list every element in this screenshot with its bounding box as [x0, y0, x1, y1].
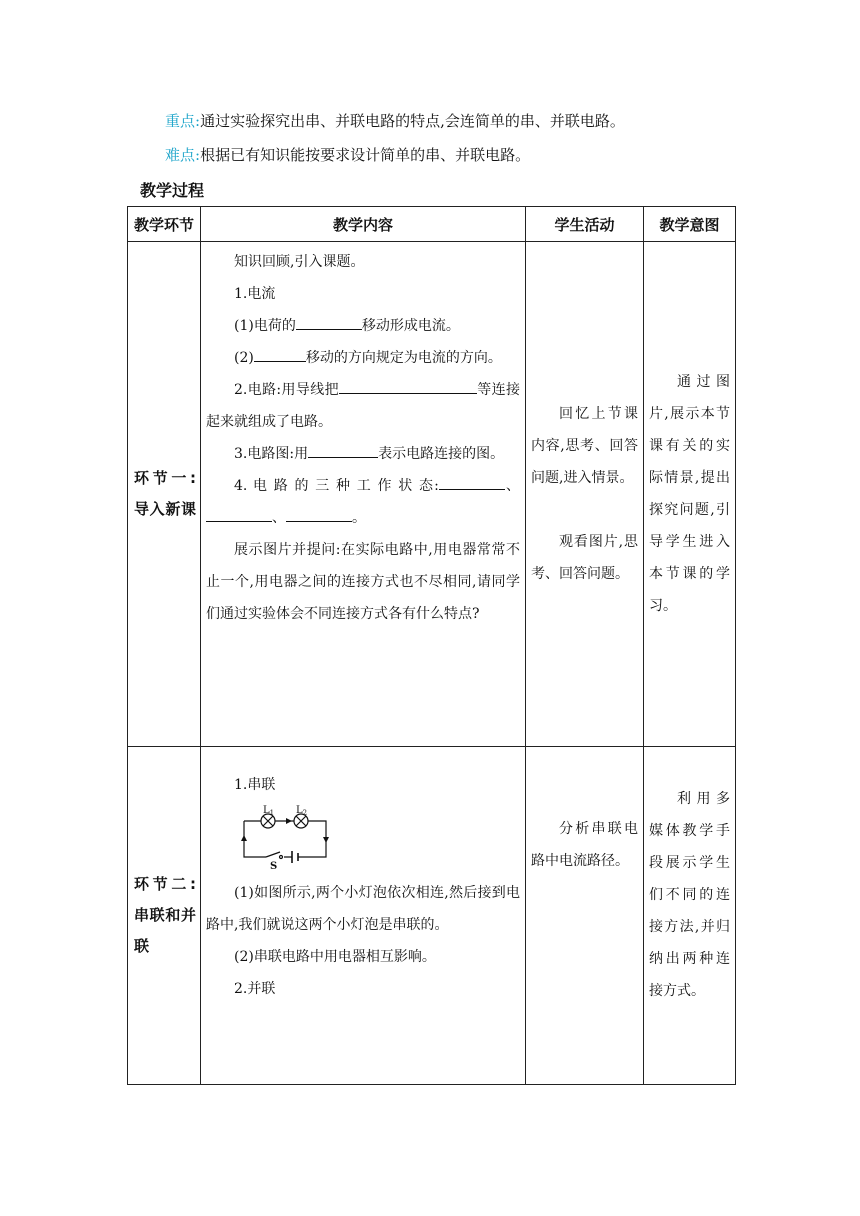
- fill-blank: [308, 439, 378, 458]
- fill-blank: [296, 311, 362, 330]
- header-activity: 学生活动: [526, 207, 644, 242]
- stage-cell-1: [128, 242, 201, 747]
- current-heading: 1.电流: [234, 286, 276, 302]
- diagram-definition: 3.电路图:用 表示电路连接的图。: [206, 438, 520, 470]
- activity-1b: 观看图片,思考、回答问题。: [531, 534, 638, 582]
- fill-blank: [206, 503, 272, 522]
- stage-cell-2: [128, 747, 201, 1085]
- activity-2: 分析串联电路中电流路径。: [531, 821, 638, 869]
- battery-symbol: [292, 851, 298, 863]
- series-heading: 1.串联: [234, 777, 276, 793]
- intent-cell-2: [644, 747, 736, 1085]
- lamp2-label: $L_2$: [296, 805, 308, 817]
- intent-1: 通过图片,展示本节课有关的实际情景,提出探究问题,引导学生进入本节课的学习。: [649, 374, 730, 614]
- activity-cell-2: [526, 747, 644, 1085]
- lesson-table: [127, 206, 736, 1085]
- key-point-tag: 重点:: [165, 112, 201, 130]
- stage-label-1: 环节一:导入新课: [134, 469, 196, 518]
- section-heading: 教学过程: [140, 181, 205, 200]
- key-point-line: [165, 110, 625, 132]
- table-row: [128, 242, 736, 747]
- header-intent: 教学意图: [644, 207, 736, 242]
- header-content: 教学内容: [201, 207, 526, 242]
- difficulty-tag: 难点:: [165, 146, 201, 164]
- series-explanation: (1)如图所示,两个小灯泡依次相连,然后接到电路中,我们就说这两个小灯泡是串联的。: [206, 885, 520, 933]
- circuit-states: 4. 电 路 的 三 种 工 作 状 态: 、、 。: [206, 470, 520, 534]
- activity-cell-1: [526, 242, 644, 747]
- parallel-heading: 2.并联: [234, 981, 276, 997]
- difficulty-text: 根据已有知识能按要求设计简单的串、并联电路。: [200, 146, 531, 164]
- series-circuit-diagram: [236, 805, 520, 877]
- intent-cell-1: [644, 242, 736, 747]
- fill-blank: [439, 471, 505, 490]
- intent-2: 利用多媒体教学手段展示学生们不同的连接方法,并归纳出两种连接方式。: [649, 791, 730, 999]
- series-property: (2)串联电路中用电器相互影响。: [234, 949, 436, 965]
- difficulty-line: [165, 144, 530, 166]
- lamp1-label: $L_1$: [263, 805, 275, 817]
- switch-symbol: [266, 852, 280, 857]
- stage-label-2: 环节二:串联和并联: [134, 875, 196, 955]
- content-cell-2: [201, 747, 526, 1085]
- prompt-paragraph: 展示图片并提问:在实际电路中,用电器常常不止一个,用电器之间的连接方式也不尽相同,请同学们通过实验体会不同连接方式各有什么特点?: [206, 542, 520, 622]
- question-2: (2) 移动的方向规定为电流的方向。: [206, 342, 520, 374]
- key-point-text: 通过实验探究出串、并联电路的特点,会连简单的串、并联电路。: [200, 112, 625, 130]
- header-stage: 教学环节: [128, 207, 201, 242]
- question-1: (1)电荷的 移动形成电流。: [206, 310, 520, 342]
- fill-blank: [339, 375, 477, 394]
- series-circuit-svg: [236, 805, 346, 872]
- intro-line: 知识回顾,引入课题。: [234, 254, 365, 270]
- circuit-definition: 2.电路:用导线把 等连接起来就组成了电路。: [206, 374, 520, 438]
- content-cell-1: [201, 242, 526, 747]
- table-header-row: [128, 207, 736, 242]
- activity-1a: 回忆上节课内容,思考、回答问题,进入情景。: [531, 406, 638, 486]
- fill-blank: [254, 343, 306, 362]
- table-row: [128, 747, 736, 1085]
- fill-blank: [286, 503, 352, 522]
- switch-label: S: [270, 861, 278, 872]
